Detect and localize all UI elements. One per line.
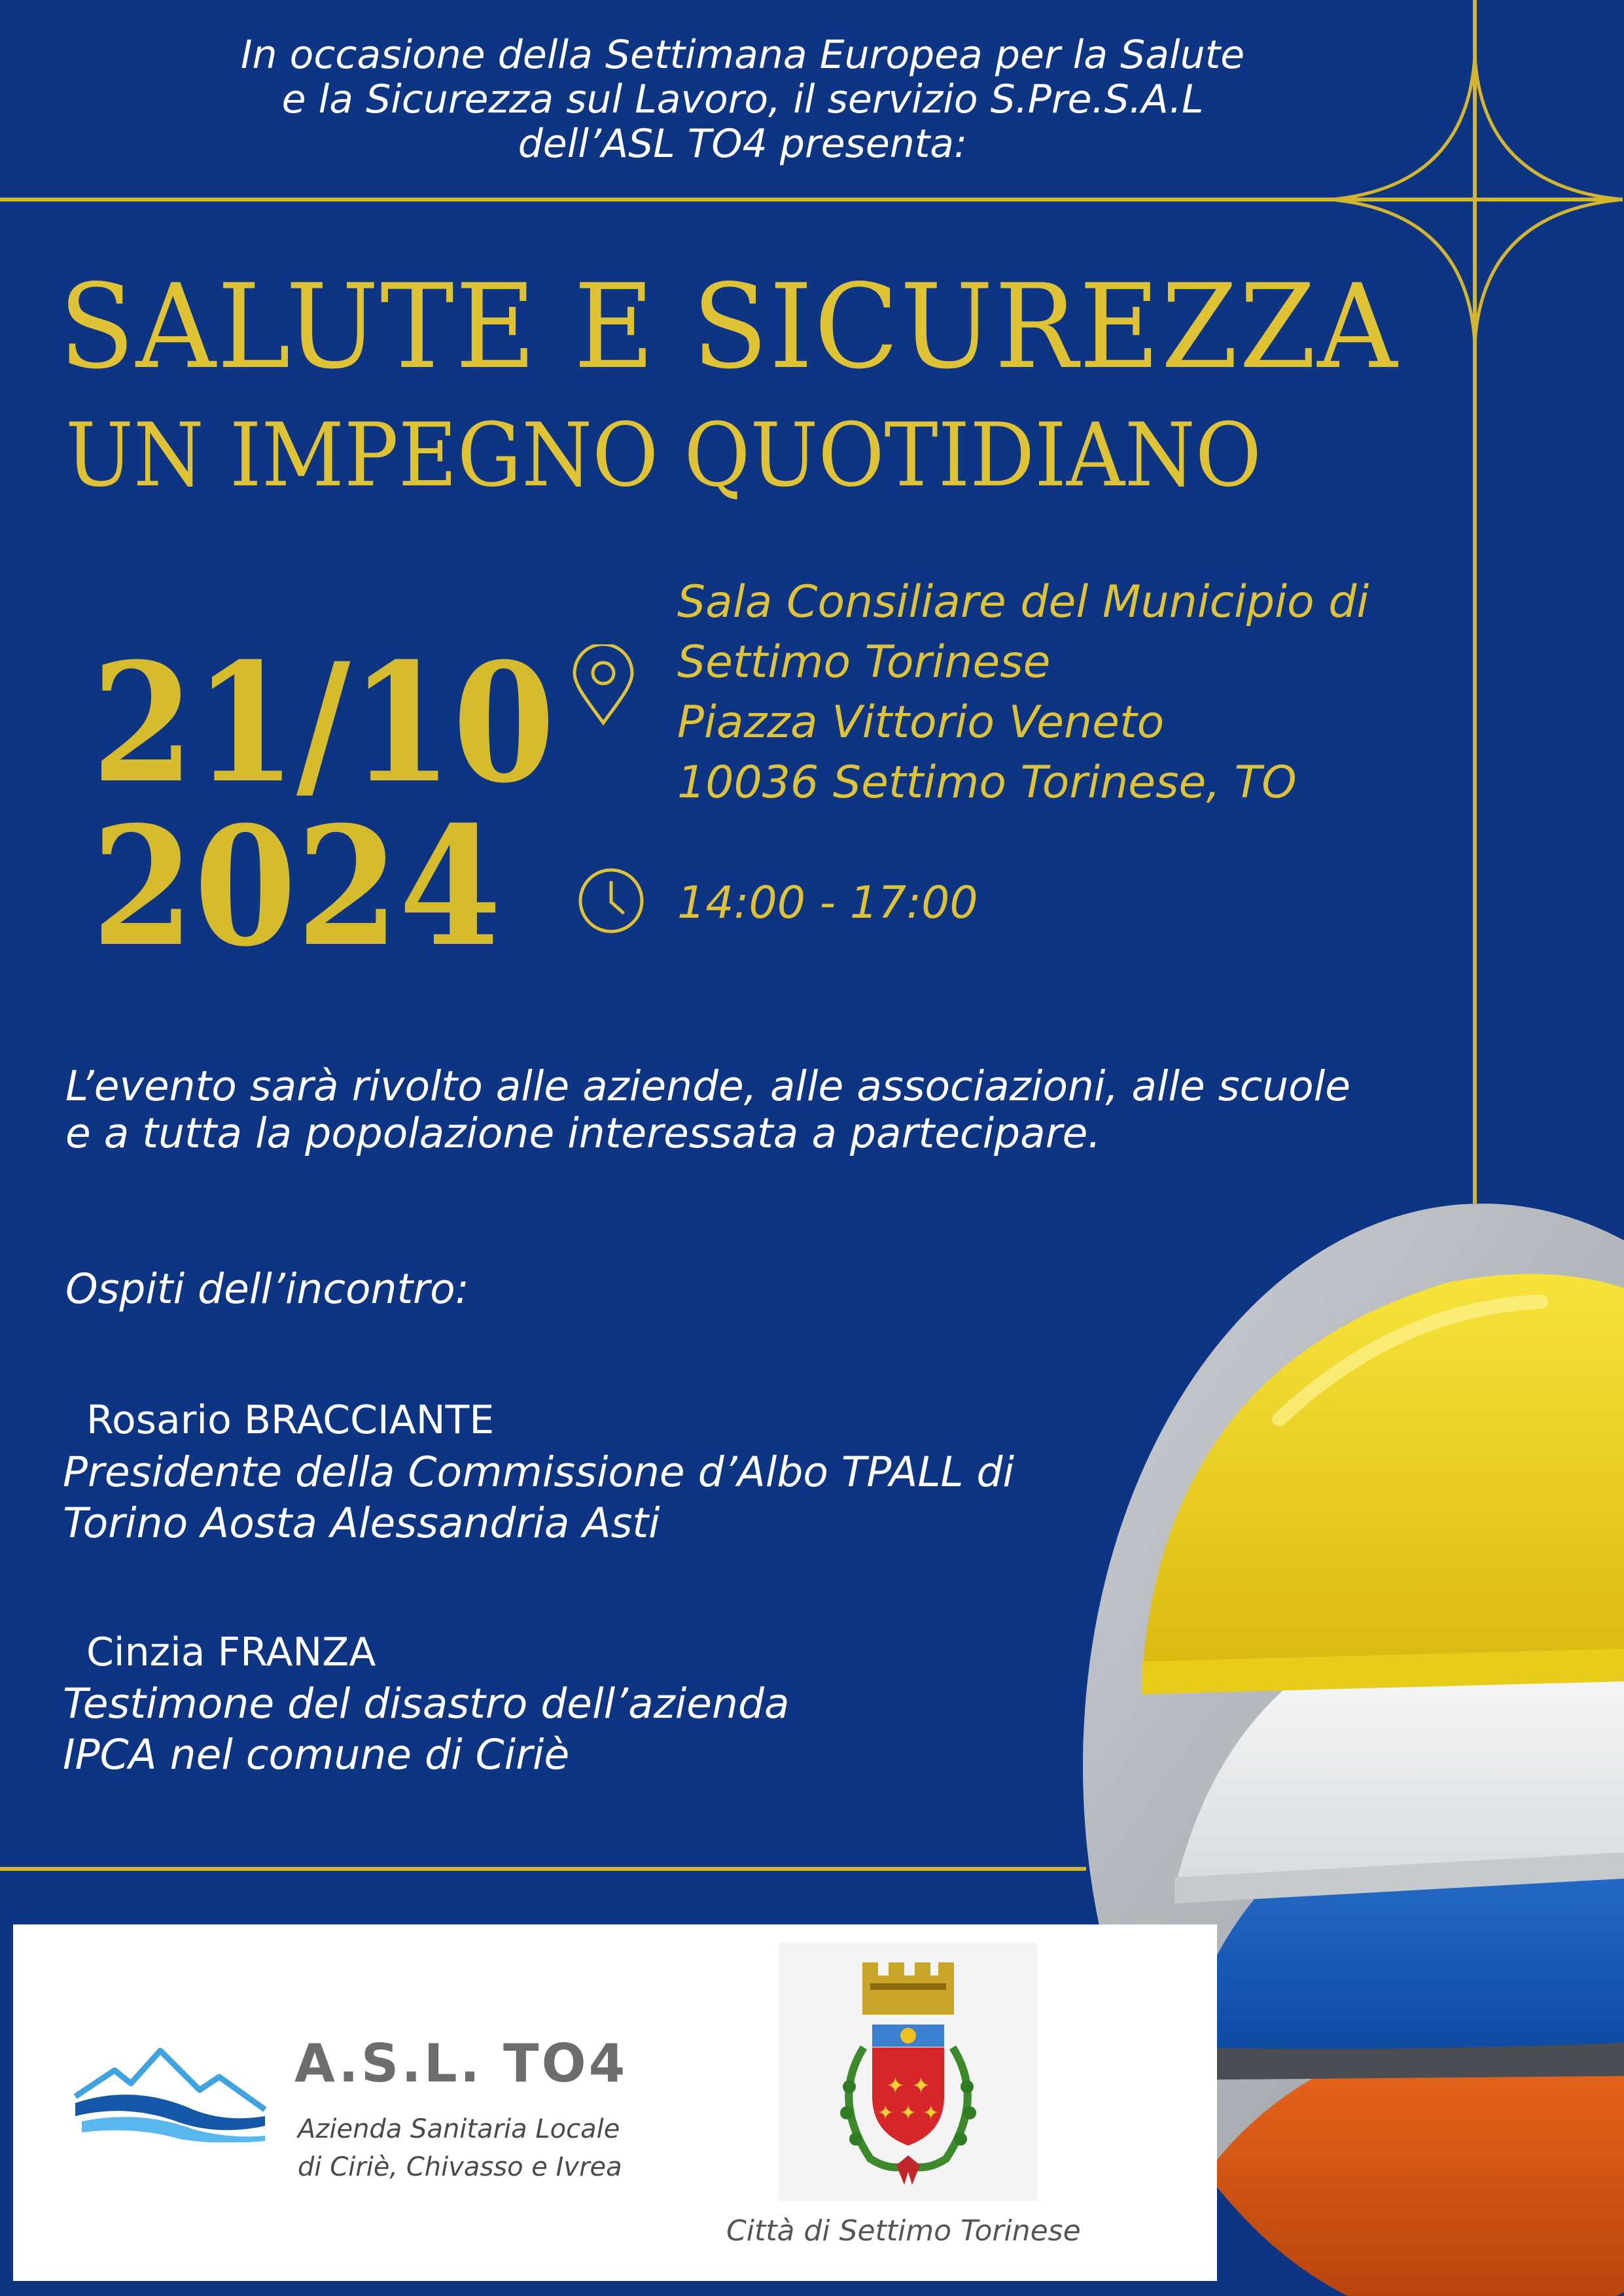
asl-name: A.S.L. TO4 [294,2033,628,2094]
event-date-year: 2024 [92,790,502,983]
guest-role [63,1679,790,1781]
audience-text [65,1063,1350,1157]
intro-line-3: dell’ASL TO4 presenta: [518,121,968,167]
asl-logo-waves-icon [69,2038,272,2142]
city-caption: Città di Settimo Torinese [726,2214,1081,2248]
subtitle: UN IMPEGNO QUOTIDIANO [65,404,1262,506]
asl-subtitle-line-1: Azienda Sanitaria Locale [298,2114,620,2144]
location-line-2: Settimo Torinese [677,636,1051,688]
svg-text:✦ ✦: ✦ ✦ [886,2073,930,2099]
location-line-3: Piazza Vittorio Veneto [677,697,1165,748]
guest-role-line: IPCA nel comune di Ciriè [63,1731,570,1779]
audience-line-2: e a tutta la popolazione interessata a partecipare. [65,1109,1101,1157]
event-date-day-month: 21/10 [92,627,556,819]
main-title: SALUTE E SICUREZZA [59,259,1399,394]
location-pin-icon [571,644,636,725]
guest-name: Rosario BRACCIANTE [86,1397,495,1443]
guests-heading: Ospiti dell’incontro: [65,1265,469,1313]
svg-text:✦ ✦ ✦: ✦ ✦ ✦ [877,2102,940,2125]
clock-icon [577,867,645,935]
bottom-divider [0,1867,1086,1871]
location-line-4: 10036 Settimo Torinese, TO [677,757,1297,809]
intro-line-2: e la Sicurezza sul Lavoro, il servizio S.Pre.S.A.L [281,77,1204,122]
audience-line-1: L’evento sarà rivolto alle aziende, alle associazioni, alle scuole [65,1062,1350,1110]
event-location [677,572,1369,813]
guest-name: Cinzia FRANZA [86,1629,376,1675]
intro-line-1: In occasione della Settimana Europea per la Salute [240,32,1245,78]
coat-of-arms-icon [779,1943,1037,2201]
event-time: 14:00 - 17:00 [677,877,978,929]
guest-role-line: Torino Aosta Alessandria Asti [63,1499,660,1547]
asl-subtitle-line-2: di Ciriè, Chivasso e Ivrea [298,2152,622,2182]
location-line-1: Sala Consiliare del Municipio di [677,576,1369,628]
intro-text [0,33,1485,166]
guest-role [63,1447,1014,1549]
city-crest [779,1943,1037,2201]
guest-role-line: Presidente della Commissione d’Albo TPALL di [63,1448,1015,1496]
guest-role-line: Testimone del disastro dell’azienda [63,1680,790,1728]
